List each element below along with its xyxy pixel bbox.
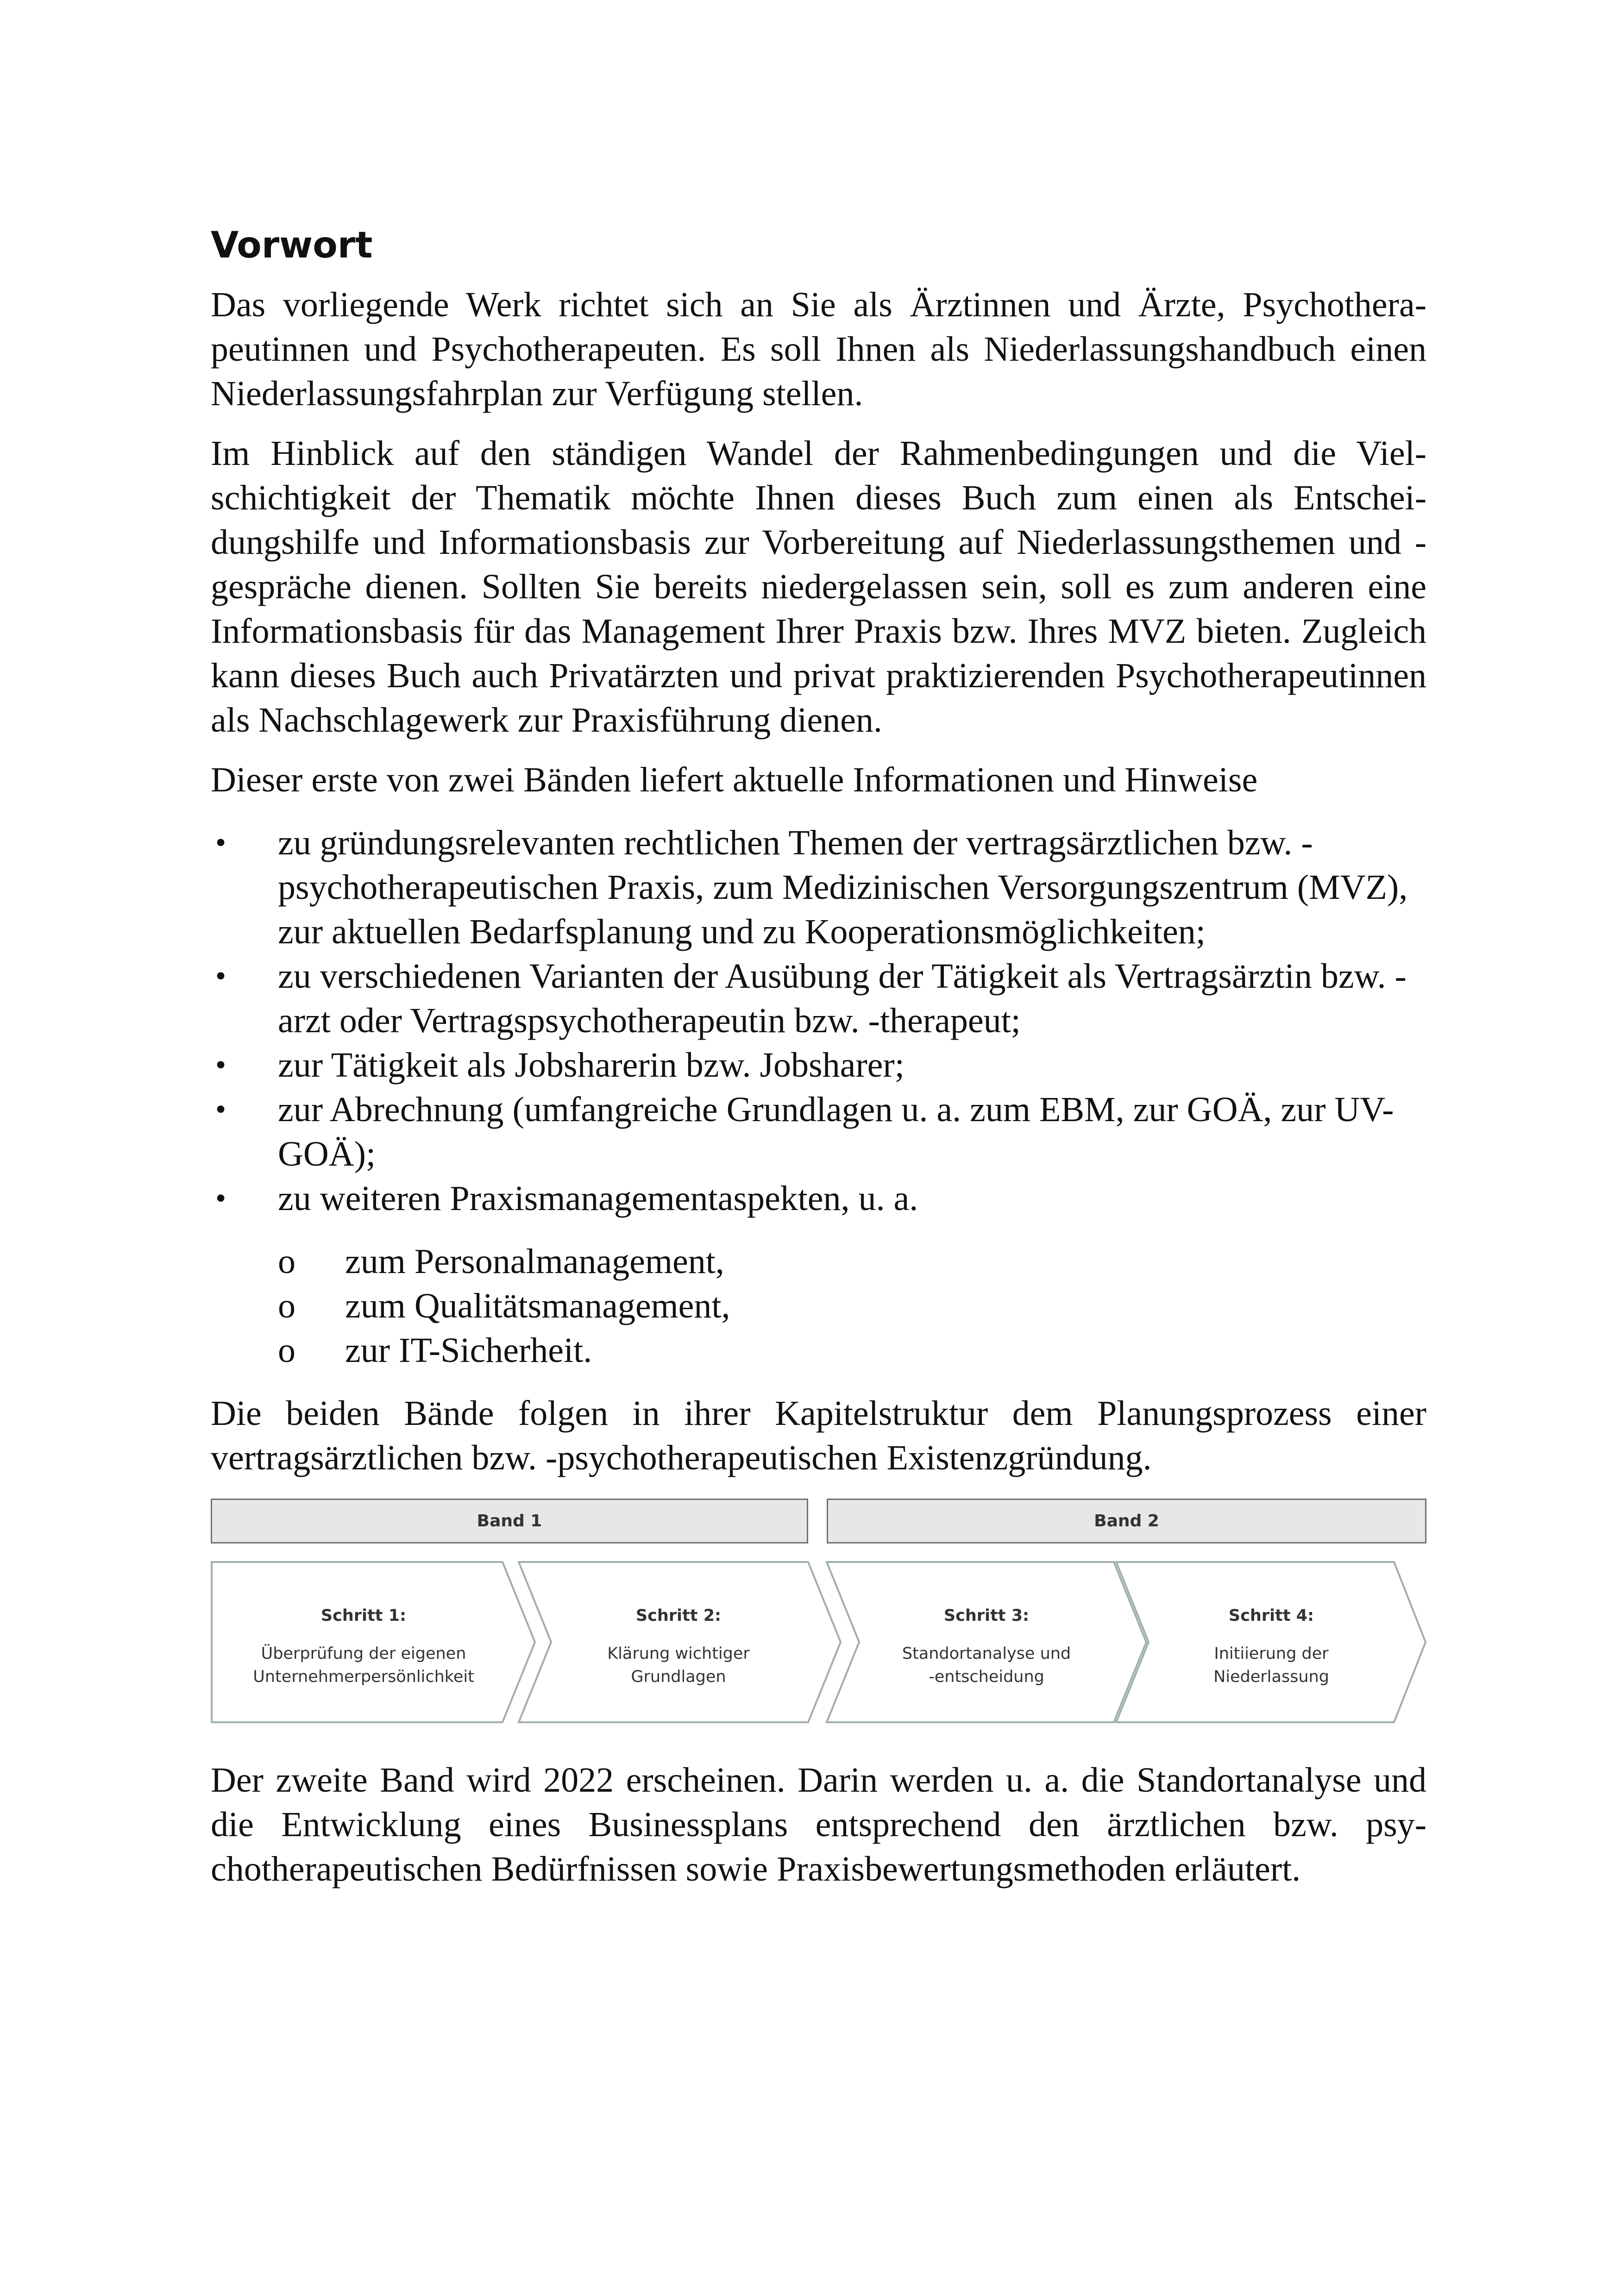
- page-content: [211, 218, 1426, 1907]
- step-4-desc-line-1: Initiierung der: [1214, 1644, 1329, 1663]
- circle-bullet-icon: o: [278, 1331, 295, 1370]
- step-2-desc-line-1: Klärung wichtiger: [607, 1644, 750, 1663]
- bullet-icon: •: [215, 1048, 226, 1082]
- list-item: [211, 1176, 1426, 1373]
- step-1-desc-line-2: Unternehmerpersönlichkeit: [253, 1668, 474, 1686]
- list-item: [211, 1043, 1426, 1087]
- bullet-icon: •: [215, 1181, 226, 1215]
- step-4-text: [1144, 1604, 1399, 1688]
- sub-list-item-text: zum Qualitätsmanagement,: [345, 1286, 730, 1325]
- intro-paragraph-1: Das vorliegende Werk richtet sich an Sie als Ärztinnen und Ärzte, Psychotherapeutinnen und Psychotherapeuten. Es soll Ihnen als Niederlassungshandbuch einen Niederlassungsfahrplan zur Verfügung stellen.: [211, 285, 1426, 413]
- step-1-desc-line-1: Überprüfung der eigenen: [261, 1644, 466, 1663]
- step-1-text: [220, 1604, 507, 1688]
- list-item-text: zu gründungsrelevanten rechtlichen Themen der vertragsärztlichen bzw. -psychotherapeutischen Praxis, zum Medizinischen Versorgungszentrum (MVZ), zur aktuellen Bedarfsplanung und zu Kooperationsmöglichkeiten;: [278, 823, 1408, 951]
- step-3-title: Schritt 3:: [943, 1606, 1030, 1625]
- step-2-title: Schritt 2:: [635, 1606, 722, 1625]
- sub-list-item: [278, 1328, 1426, 1373]
- step-3-desc-line-1: Standortanalyse und: [902, 1644, 1071, 1663]
- step-2-desc-line-2: Grundlagen: [631, 1668, 726, 1686]
- circle-bullet-icon: o: [278, 1286, 295, 1325]
- intro-paragraph-2: Im Hinblick auf den ständigen Wandel der Rahmenbedingungen und die Vielschichtigkeit der Thematik möchte Ihnen dieses Buch zum einen als Entscheidungshilfe und Informationsbasis zur Vorbereitung auf Niederlassungsthemen und -gespräche dienen. Sollten Sie bereits niedergelassen sein, soll es zum anderen eine Informationsbasis für das Management Ihrer Praxis bzw. Ihres MVZ bieten. Zugleich kann dieses Buch auch Privatärzten und privat praktizierenden Psychotherapeutinnen als Nachschlagewerk zur Praxisführung dienen.: [211, 434, 1426, 740]
- list-item-text: zur Tätigkeit als Jobsharerin bzw. Jobsharer;: [278, 1046, 905, 1085]
- step-3-desc-line-2: -entscheidung: [929, 1668, 1044, 1686]
- step-4-title: Schritt 4:: [1228, 1606, 1314, 1625]
- sub-list-item-text: zur IT-Sicherheit.: [345, 1331, 592, 1370]
- list-intro-paragraph: Dieser erste von zwei Bänden liefert aktuelle Informationen und Hinweise: [211, 760, 1258, 799]
- closing-paragraph: Der zweite Band wird 2022 erscheinen. Darin werden u. a. die Standortanalyse und die Entwicklung eines Businessplans entsprechend den ärztlichen bzw. psychotherapeutischen Bedürfnissen sowie Praxisbewertungsmethoden erläutert.: [211, 1761, 1426, 1888]
- bullet-icon: •: [215, 826, 226, 859]
- step-1-title: Schritt 1:: [320, 1606, 407, 1625]
- list-item-text: zu verschiedenen Varianten der Ausübung der Tätigkeit als Vertragsärztin bzw. -arzt oder Vertragspsychotherapeutin bzw. -therapeut;: [278, 957, 1407, 1040]
- step-3-text: [854, 1604, 1118, 1688]
- band-1-header: Band 1: [211, 1499, 808, 1543]
- band-2-header: Band 2: [827, 1499, 1426, 1543]
- sub-topic-list: [278, 1239, 1426, 1373]
- step-2-text: [547, 1604, 810, 1688]
- list-item: [211, 954, 1426, 1043]
- process-diagram: [211, 1499, 1426, 1739]
- topic-list: [211, 821, 1426, 1373]
- list-item: [211, 821, 1426, 954]
- sub-list-item-text: zum Personalmanagement,: [345, 1242, 724, 1281]
- structure-paragraph: Die beiden Bände folgen in ihrer Kapitelstruktur dem Planungsprozess einer vertragsärztlichen bzw. -psychotherapeutischen Existenzgründung.: [211, 1394, 1426, 1477]
- list-item-text: zu weiteren Praxismanagementaspekten, u. a.: [278, 1179, 918, 1218]
- circle-bullet-icon: o: [278, 1242, 295, 1281]
- sub-list-item: [278, 1284, 1426, 1328]
- list-item-text: zur Abrechnung (umfangreiche Grundlagen u. a. zum EBM, zur GOÄ, zur UV-GOÄ);: [278, 1090, 1394, 1173]
- list-item: [211, 1087, 1426, 1176]
- bullet-icon: •: [215, 1092, 226, 1126]
- sub-list-item: [278, 1239, 1426, 1284]
- bullet-icon: •: [215, 959, 226, 993]
- step-4-desc-line-2: Niederlassung: [1213, 1668, 1329, 1686]
- page-title: Vorwort: [211, 225, 373, 266]
